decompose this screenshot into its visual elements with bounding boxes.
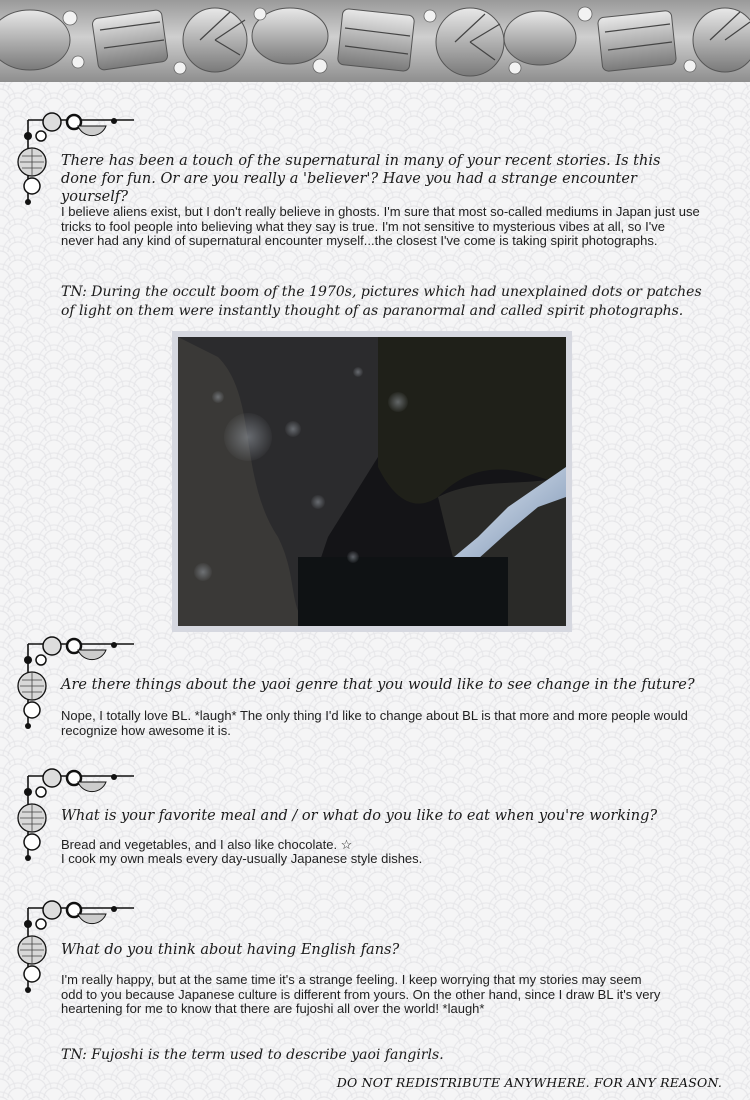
question-4: What do you think about having English fans? <box>61 942 400 958</box>
answer-3-line-2: I cook my own meals every day-usually Japanese style dishes. <box>61 851 423 866</box>
footer-notice: DO NOT REDISTRIBUTE ANYWHERE. FOR ANY REASON. <box>336 1075 722 1090</box>
answer-3-line-1: Bread and vegetables, and I also like chocolate. ☆ <box>61 837 353 852</box>
question-3: What is your favorite meal and / or what do you like to eat when you're working? <box>61 808 658 824</box>
question-2: Are there things about the yaoi genre that you would like to see change in the future? <box>61 677 695 693</box>
question-1: There has been a touch of the supernatural in many of your recent stories. Is this done for fun. Or are you really a 'believer'? Have you had a strange encounter yourself? <box>61 153 661 205</box>
translator-note-1: TN: During the occult boom of the 1970s, pictures which had unexplained dots or patches of light on them were instantly thought of as paranormal and called spirit photographs. <box>61 284 702 319</box>
answer-1: I believe aliens exist, but I don't really believe in ghosts. I'm sure that most so-called mediums in Japan just use tricks to fool people into believing what they say is true. I'm not sensitive to mysterious vibes at all, so I've never had any kind of supernatural encounter myself...the closest I've come is taking spirit photographs. <box>61 204 700 248</box>
answer-2: Nope, I totally love BL. *laugh* The only thing I'd like to change about BL is that more and more people would recognize how awesome it is. <box>61 708 688 738</box>
translator-note-2: TN: Fujoshi is the term used to describe yaoi fangirls. <box>61 1047 444 1063</box>
answer-4: I'm really happy, but at the same time it's a strange feeling. I keep worrying that my stories may seem odd to you because Japanese culture is different from yours. On the other hand, since I draw BL it's very heartening for me to know that there are fujoshi all over the world! *laugh* <box>61 972 661 1016</box>
spirit-photograph <box>172 331 572 632</box>
ornamental-banner <box>0 0 750 82</box>
